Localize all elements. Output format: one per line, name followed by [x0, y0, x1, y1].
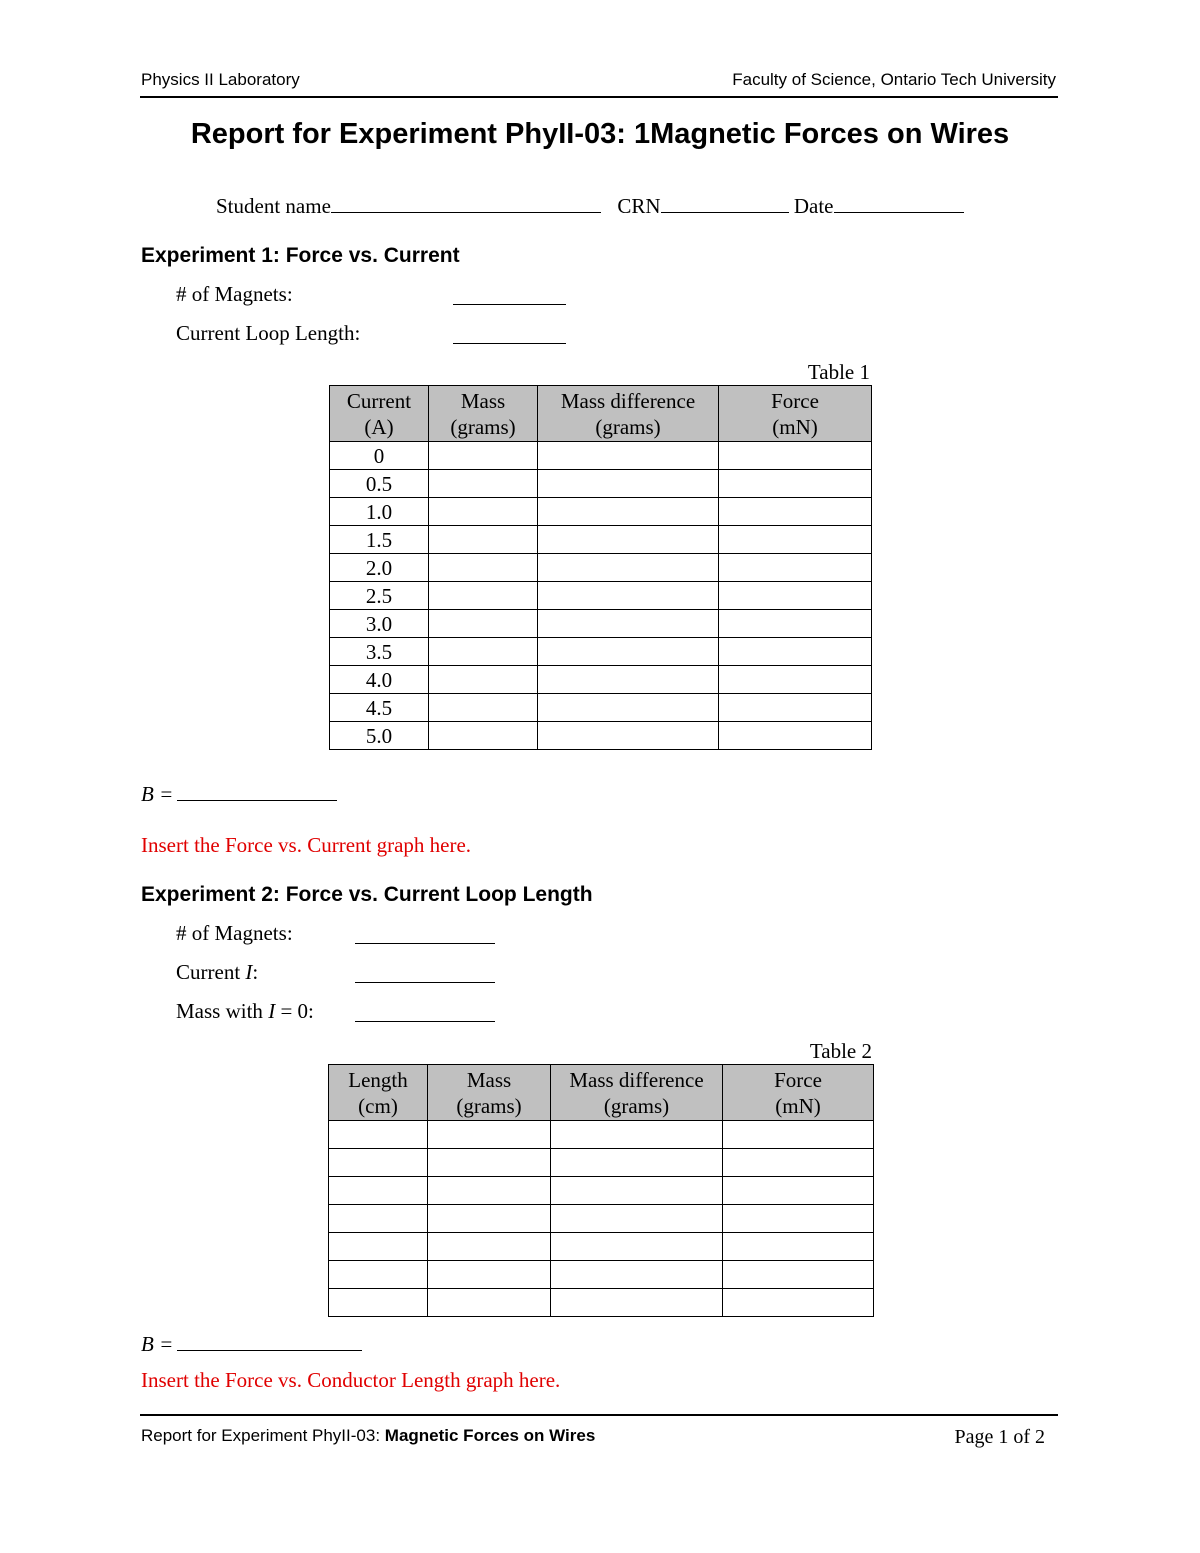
exp1-magnets-blank[interactable]: [453, 304, 566, 305]
table2-mass-cell[interactable]: [428, 1205, 551, 1233]
table2-mass-cell[interactable]: [428, 1121, 551, 1149]
table1-force-cell[interactable]: [719, 582, 872, 610]
table2-col-mass: Mass (grams): [428, 1065, 551, 1121]
exp2-heading: Experiment 2: Force vs. Current Loop Length: [141, 883, 593, 906]
table1-current-cell: 5.0: [330, 722, 429, 750]
header-lab-name: Physics II Laboratory: [141, 70, 300, 89]
exp2-current-label: Current I:: [176, 960, 259, 984]
table1-current-cell: 1.0: [330, 498, 429, 526]
table1-row: [330, 638, 872, 666]
table2-mass-difference-cell[interactable]: [551, 1205, 723, 1233]
table1-mass-cell[interactable]: [429, 582, 538, 610]
exp1-graph-placeholder: Insert the Force vs. Current graph here.: [141, 833, 472, 857]
table2-row: [329, 1121, 874, 1149]
table1-body: [330, 442, 872, 750]
exp2-b-blank[interactable]: [177, 1330, 362, 1351]
table2-mass-difference-cell[interactable]: [551, 1121, 723, 1149]
table1-mass-cell[interactable]: [429, 554, 538, 582]
table2-length-cell[interactable]: [329, 1289, 428, 1317]
table1-current-cell: 0.5: [330, 470, 429, 498]
table1-current-cell: 4.0: [330, 666, 429, 694]
table2-force-cell[interactable]: [723, 1289, 874, 1317]
table2-mass-difference-cell[interactable]: [551, 1177, 723, 1205]
table1-mass-difference-cell[interactable]: [538, 638, 719, 666]
table1-row: [330, 554, 872, 582]
table1-mass-difference-cell[interactable]: [538, 498, 719, 526]
table2-row: [329, 1233, 874, 1261]
table2-force-cell[interactable]: [723, 1261, 874, 1289]
table1-row: [330, 722, 872, 750]
table1-current-cell: 3.5: [330, 638, 429, 666]
table1-header-row: [330, 386, 872, 442]
table2-mass-difference-cell[interactable]: [551, 1233, 723, 1261]
student-name-label: Student name: [216, 194, 331, 218]
table1-force-cell[interactable]: [719, 694, 872, 722]
table1-force-cell[interactable]: [719, 722, 872, 750]
exp2-graph-placeholder: Insert the Force vs. Conductor Length graph here.: [141, 1368, 561, 1392]
table1-current-cell: 2.5: [330, 582, 429, 610]
table1-col-mass: Mass (grams): [429, 386, 538, 442]
table1-current-cell: 1.5: [330, 526, 429, 554]
table2-row: [329, 1205, 874, 1233]
table2-mass-cell[interactable]: [428, 1233, 551, 1261]
footer-rule: [140, 1414, 1058, 1416]
table2-mass-difference-cell[interactable]: [551, 1289, 723, 1317]
table2-length-cell[interactable]: [329, 1177, 428, 1205]
table2-row: [329, 1149, 874, 1177]
table2-force-cell[interactable]: [723, 1149, 874, 1177]
table1-mass-cell[interactable]: [429, 666, 538, 694]
table1-mass-difference-cell[interactable]: [538, 582, 719, 610]
date-blank[interactable]: [834, 192, 964, 213]
table1-mass-cell[interactable]: [429, 498, 538, 526]
footer-page-number: Page 1 of 2: [954, 1426, 1045, 1448]
table1-mass-difference-cell[interactable]: [538, 470, 719, 498]
table1-mass-difference-cell[interactable]: [538, 554, 719, 582]
table2-force-cell[interactable]: [723, 1233, 874, 1261]
header-faculty: Faculty of Science, Ontario Tech University: [732, 70, 1056, 89]
table2-mass-cell[interactable]: [428, 1261, 551, 1289]
table1-mass-difference-cell[interactable]: [538, 442, 719, 470]
table1-row: [330, 694, 872, 722]
exp1-b-blank[interactable]: [177, 780, 337, 801]
exp1-magnets-label: # of Magnets:: [176, 282, 293, 306]
table2-length-cell[interactable]: [329, 1233, 428, 1261]
exp2-current-blank[interactable]: [355, 982, 495, 983]
table1-mass-difference-cell[interactable]: [538, 722, 719, 750]
table2-mass-difference-cell[interactable]: [551, 1261, 723, 1289]
report-title: Report for Experiment PhyII-03: 1Magnetic Forces on Wires: [190, 118, 1010, 150]
table2-length-cell[interactable]: [329, 1205, 428, 1233]
exp1-loop-length-label: Current Loop Length:: [176, 321, 361, 345]
table2-body: [329, 1121, 874, 1317]
exp1-b-label: B =: [141, 782, 174, 806]
table1-mass-cell[interactable]: [429, 638, 538, 666]
table1-current-cell: 3.0: [330, 610, 429, 638]
table2-col-length: Length (cm): [329, 1065, 428, 1121]
table1-current-cell: 2.0: [330, 554, 429, 582]
crn-label: CRN: [617, 194, 661, 218]
table2-length-cell[interactable]: [329, 1121, 428, 1149]
table2-caption: Table 2: [809, 1039, 872, 1063]
table2-force-cell[interactable]: [723, 1205, 874, 1233]
table2-mass-cell[interactable]: [428, 1177, 551, 1205]
table2-header-row: [329, 1065, 874, 1121]
table2-force-cell[interactable]: [723, 1121, 874, 1149]
table1-mass-cell[interactable]: [429, 610, 538, 638]
table2-col-mass-difference: Mass difference (grams): [551, 1065, 723, 1121]
table1-row: [330, 526, 872, 554]
table2-mass-cell[interactable]: [428, 1289, 551, 1317]
table1-force-cell[interactable]: [719, 470, 872, 498]
table2-row: [329, 1261, 874, 1289]
table1-mass-cell[interactable]: [429, 694, 538, 722]
date-label: Date: [793, 194, 834, 218]
table2-force-cell[interactable]: [723, 1177, 874, 1205]
table2-mass-difference-cell[interactable]: [551, 1149, 723, 1177]
crn-blank[interactable]: [661, 192, 789, 213]
table1-mass-cell[interactable]: [429, 442, 538, 470]
table2: [328, 1064, 874, 1317]
table1-caption: Table 1: [807, 360, 870, 384]
student-info-line: [216, 192, 964, 219]
footer-report-title: Report for Experiment PhyII-03: Magnetic Forces on Wires: [141, 1426, 596, 1445]
table2-row: [329, 1289, 874, 1317]
table1-current-cell: 0: [330, 442, 429, 470]
exp2-mass-zero-blank[interactable]: [355, 1021, 495, 1022]
table1-mass-cell[interactable]: [429, 526, 538, 554]
table1-col-force: Force (mN): [719, 386, 872, 442]
table1-mass-difference-cell[interactable]: [538, 694, 719, 722]
table1-mass-difference-cell[interactable]: [538, 526, 719, 554]
table2-col-force: Force (mN): [723, 1065, 874, 1121]
exp1-b-field: [141, 780, 337, 807]
exp2-b-field: [141, 1330, 362, 1357]
table1-row: [330, 610, 872, 638]
exp2-b-label: B =: [141, 1332, 174, 1356]
table1-force-cell[interactable]: [719, 442, 872, 470]
table2-mass-cell[interactable]: [428, 1149, 551, 1177]
table1-row: [330, 666, 872, 694]
exp1-heading: Experiment 1: Force vs. Current: [141, 244, 460, 267]
table1-mass-cell[interactable]: [429, 470, 538, 498]
table2-row: [329, 1177, 874, 1205]
table1-row: [330, 498, 872, 526]
exp2-mass-zero-label: Mass with I = 0:: [176, 999, 314, 1023]
table1-mass-difference-cell[interactable]: [538, 610, 719, 638]
table1-force-cell[interactable]: [719, 610, 872, 638]
table1-force-cell[interactable]: [719, 526, 872, 554]
student-name-blank[interactable]: [331, 192, 601, 213]
table1-row: [330, 442, 872, 470]
table1-col-mass-difference: Mass difference (grams): [538, 386, 719, 442]
header-rule: [140, 96, 1058, 98]
table1-force-cell[interactable]: [719, 498, 872, 526]
exp2-magnets-label: # of Magnets:: [176, 921, 293, 945]
table2-length-cell[interactable]: [329, 1261, 428, 1289]
table1-row: [330, 470, 872, 498]
exp1-loop-length-blank[interactable]: [453, 343, 566, 344]
table1-col-current: Current (A): [330, 386, 429, 442]
table1-force-cell[interactable]: [719, 666, 872, 694]
exp2-magnets-blank[interactable]: [355, 943, 495, 944]
table1: [329, 385, 872, 750]
table1-current-cell: 4.5: [330, 694, 429, 722]
table2-length-cell[interactable]: [329, 1149, 428, 1177]
table1-force-cell[interactable]: [719, 638, 872, 666]
table1-force-cell[interactable]: [719, 554, 872, 582]
table1-mass-cell[interactable]: [429, 722, 538, 750]
table1-row: [330, 582, 872, 610]
table1-mass-difference-cell[interactable]: [538, 666, 719, 694]
